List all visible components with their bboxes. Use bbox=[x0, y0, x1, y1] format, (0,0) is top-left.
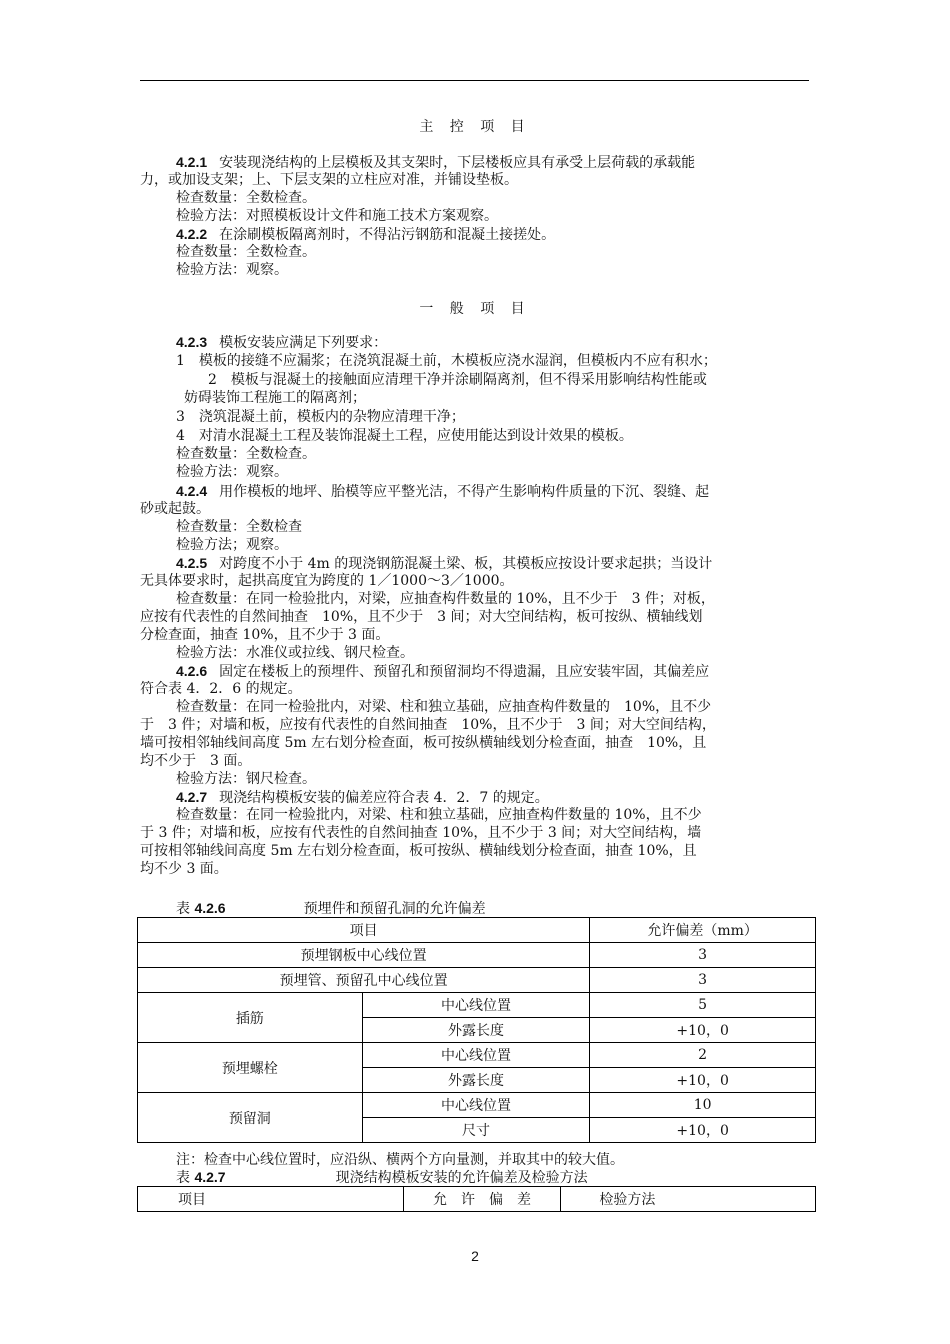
clause-text: 1 模板的接缝不应漏浆；在浇筑混凝土前，木模板应浇水湿润，但模板内不应有积水； bbox=[176, 353, 717, 369]
text-line bbox=[176, 225, 555, 244]
text-line bbox=[176, 482, 709, 501]
clause-text: 均不少 3 面。 bbox=[140, 861, 228, 877]
clause-number: 4.2.5 bbox=[176, 555, 208, 571]
tolerance-table-4-2-7 bbox=[137, 1186, 816, 1212]
table-row bbox=[138, 1093, 816, 1118]
text-line bbox=[140, 716, 716, 734]
section-heading-general: 一 般 项 目 bbox=[419, 301, 531, 317]
table-row bbox=[138, 1043, 816, 1068]
row-item: 预埋管、预留孔中心线位置 bbox=[138, 968, 590, 993]
text-line bbox=[208, 371, 707, 389]
text-line bbox=[176, 806, 702, 824]
text-line bbox=[176, 463, 288, 481]
group-name: 插筋 bbox=[138, 993, 363, 1043]
row-tolerance: 10 bbox=[590, 1093, 816, 1118]
tolerance-table-4-2-6 bbox=[137, 917, 816, 1143]
text-line bbox=[184, 389, 366, 407]
text-line bbox=[176, 261, 288, 279]
clause-text: 检验方法：观察。 bbox=[176, 262, 288, 278]
clause-text: 2 模板与混凝土的接触面应清理干净并涂刷隔离剂，但不得采用影响结构性能或 bbox=[208, 372, 707, 388]
clause-text: 可按相邻轴线间高度 5m 左右划分检查面，板可按纵、横轴线划分检查面，抽查 10%，且 bbox=[140, 843, 697, 859]
text-line bbox=[176, 518, 302, 536]
table-note: 注：检查中心线位置时，应沿纵、横两个方向量测，并取其中的较大值。 bbox=[176, 1152, 624, 1168]
row-tolerance: +10，0 bbox=[590, 1018, 816, 1043]
text-line bbox=[140, 860, 228, 878]
sub-item: 中心线位置 bbox=[362, 1043, 590, 1068]
text-line bbox=[176, 243, 316, 261]
row-tolerance: +10，0 bbox=[590, 1068, 816, 1093]
text-line bbox=[176, 698, 711, 716]
clause-text: 现浇结构模板安装的偏差应符合表 4．2．7 的规定。 bbox=[219, 790, 549, 806]
clause-text: 检验方法：水准仪或拉线、钢尺检查。 bbox=[176, 645, 414, 661]
section-heading-main: 主 控 项 目 bbox=[419, 119, 531, 135]
text-line bbox=[176, 445, 316, 463]
clause-text: 砂或起鼓。 bbox=[140, 501, 210, 517]
clause-text: 于 3 件；对墙和板，应按有代表性的自然间抽查 10%，且不少于 3 间；对大空间结构， bbox=[140, 717, 716, 733]
text-line bbox=[140, 734, 706, 752]
text-line bbox=[176, 644, 414, 662]
clause-text: 检验方法：钢尺检查。 bbox=[176, 771, 316, 787]
text-line bbox=[140, 824, 701, 842]
clause-text: 无具体要求时，起拱高度宜为跨度的 1／1000～3／1000。 bbox=[140, 573, 514, 589]
header-item: 项目 bbox=[138, 1187, 404, 1212]
row-tolerance: +10，0 bbox=[590, 1118, 816, 1143]
header-rule bbox=[140, 80, 809, 81]
row-tolerance: 3 bbox=[590, 968, 816, 993]
clause-text: 检查数量：全数检查。 bbox=[176, 446, 316, 462]
text-line bbox=[140, 608, 702, 626]
clause-text: 模板安装应满足下列要求： bbox=[219, 335, 388, 351]
sub-item: 外露长度 bbox=[362, 1018, 590, 1043]
clause-text: 符合表 4．2．6 的规定。 bbox=[140, 681, 302, 697]
clause-text: 检查数量：全数检查。 bbox=[176, 190, 316, 206]
row-item: 预埋钢板中心线位置 bbox=[138, 943, 590, 968]
sub-item: 尺寸 bbox=[362, 1118, 590, 1143]
text-line bbox=[140, 572, 514, 590]
clause-number: 4.2.6 bbox=[176, 663, 208, 679]
clause-number: 4.2.1 bbox=[176, 154, 208, 170]
page-number: 2 bbox=[471, 1248, 479, 1264]
text-line bbox=[176, 427, 633, 445]
clause-text: 检查数量：在同一检验批内，对梁、柱和独立基础，应抽查构件数量的 10%，且不少 bbox=[176, 699, 712, 715]
row-tolerance: 2 bbox=[590, 1043, 816, 1068]
table-row bbox=[138, 968, 816, 993]
clause-number: 4.2.3 bbox=[176, 334, 208, 350]
clause-text: 检查数量：全数检查。 bbox=[176, 244, 316, 260]
text-line bbox=[140, 680, 302, 698]
text-line bbox=[140, 171, 518, 189]
sub-item: 中心线位置 bbox=[362, 1093, 590, 1118]
clause-text: 对跨度不小于 4m 的现浇钢筋混凝土梁、板，其模板应按设计要求起拱；当设计 bbox=[219, 556, 713, 572]
sub-item: 外露长度 bbox=[362, 1068, 590, 1093]
clause-text: 力，或加设支架；上、下层支架的立柱应对准，并铺设垫板。 bbox=[140, 172, 518, 188]
clause-text: 妨碍装饰工程施工的隔离剂； bbox=[184, 390, 366, 406]
header-tolerance: 允许偏差（mm） bbox=[590, 918, 816, 943]
clause-number: 4.2.7 bbox=[176, 789, 208, 805]
text-line bbox=[140, 626, 389, 644]
clause-text: 安装现浇结构的上层模板及其支架时，下层楼板应具有承受上层荷载的承载能 bbox=[219, 155, 696, 171]
text-line bbox=[176, 770, 316, 788]
clause-text: 在涂刷模板隔离剂时，不得沾污钢筋和混凝土接搓处。 bbox=[219, 227, 556, 243]
clause-text: 用作模板的地坪、胎模等应平整光洁，不得产生影响构件质量的下沉、裂缝、起 bbox=[219, 484, 710, 500]
header-item: 项目 bbox=[138, 918, 590, 943]
clause-text: 检查数量：在同一检验批内，对梁、柱和独立基础，应抽查构件数量的 10%，且不少 bbox=[176, 807, 702, 823]
clause-text: 均不少于 3 面。 bbox=[140, 753, 252, 769]
text-line bbox=[176, 590, 715, 608]
group-name: 预埋螺栓 bbox=[138, 1043, 363, 1093]
table-row bbox=[138, 943, 816, 968]
text-line bbox=[176, 333, 387, 352]
sub-item: 中心线位置 bbox=[362, 993, 590, 1018]
text-line bbox=[176, 408, 465, 426]
text-line bbox=[176, 536, 288, 554]
clause-text: 检验方法：观察。 bbox=[176, 464, 288, 480]
text-line bbox=[176, 207, 498, 225]
clause-text: 检验方法：对照模板设计文件和施工技术方案观察。 bbox=[176, 208, 498, 224]
clause-text: 检查数量：全数检查 bbox=[176, 519, 302, 535]
text-line bbox=[176, 662, 709, 681]
header-tolerance: 允 许 偏 差 bbox=[403, 1187, 561, 1212]
text-line bbox=[140, 752, 251, 770]
text-line bbox=[176, 352, 717, 370]
header-method: 检验方法 bbox=[561, 1187, 816, 1212]
table-caption-4-2-6: 表 4.2.6 预埋件和预留孔洞的允许偏差 bbox=[176, 900, 486, 917]
clause-text: 检查数量：在同一检验批内，对梁，应抽查构件数量的 10%，且不少于 3 件；对板， bbox=[176, 591, 715, 607]
clause-text: 固定在楼板上的预埋件、预留孔和预留洞均不得遗漏，且应安装牢固，其偏差应 bbox=[219, 664, 710, 680]
group-name: 预留洞 bbox=[138, 1093, 363, 1143]
table-header-row bbox=[138, 918, 816, 943]
row-tolerance: 3 bbox=[590, 943, 816, 968]
clause-text: 3 浇筑混凝土前，模板内的杂物应清理干净； bbox=[176, 409, 465, 425]
text-line bbox=[176, 788, 549, 807]
text-line bbox=[176, 554, 712, 573]
text-line bbox=[176, 189, 316, 207]
table-row bbox=[138, 993, 816, 1018]
row-tolerance: 5 bbox=[590, 993, 816, 1018]
clause-text: 分检查面，抽查 10%，且不少于 3 面。 bbox=[140, 627, 390, 643]
text-line bbox=[140, 842, 697, 860]
text-line bbox=[176, 153, 695, 172]
clause-text: 4 对清水混凝土工程及装饰混凝土工程，应使用能达到设计效果的模板。 bbox=[176, 428, 633, 444]
clause-text: 于 3 件；对墙和板，应按有代表性的自然间抽查 10%，且不少于 3 间；对大空间结构，墙 bbox=[140, 825, 702, 841]
clause-text: 应按有代表性的自然间抽查 10%，且不少于 3 间；对大空间结构，板可按纵、横轴线划 bbox=[140, 609, 703, 625]
clause-number: 4.2.2 bbox=[176, 226, 208, 242]
clause-text: 检验方法；观察。 bbox=[176, 537, 288, 553]
table-caption-4-2-7: 表 4.2.7 现浇结构模板安装的允许偏差及检验方法 bbox=[176, 1169, 588, 1186]
table-header-row bbox=[138, 1187, 816, 1212]
text-line bbox=[140, 500, 210, 518]
clause-text: 墙可按相邻轴线间高度 5m 左右划分检查面，板可按纵横轴线划分检查面，抽查 10%，且 bbox=[140, 735, 707, 751]
clause-number: 4.2.4 bbox=[176, 483, 208, 499]
